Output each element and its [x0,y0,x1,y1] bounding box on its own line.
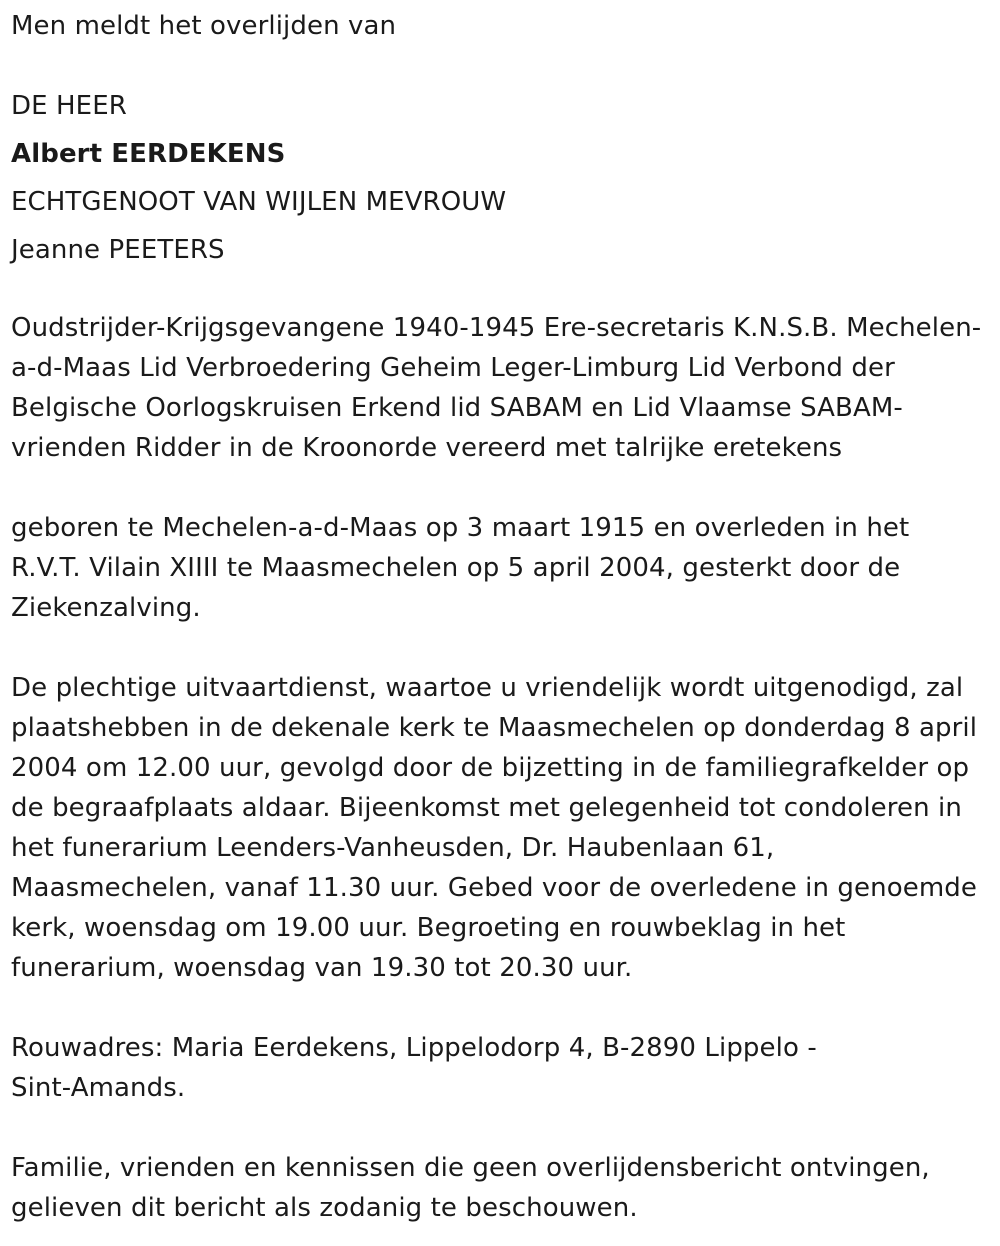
text-line: R.V.T. Vilain XIIII te Maasmechelen op 5 april 2004, gesterkt door de [11,553,901,583]
text-line: Maasmechelen, vanaf 11.30 uur. Gebed voor de overledene in genoemde [11,873,977,903]
text-line: Ziekenzalving. [11,593,201,623]
birth-death-paragraph [11,508,996,628]
spouse-name: Jeanne PEETERS [11,235,225,265]
text-line: kerk, woensdag om 19.00 uur. Begroeting en rouwbeklag in het [11,913,846,943]
closing-paragraph [11,1148,996,1228]
intro-line: Men meldt het overlijden van [11,11,397,41]
text-line: Sint-Amands. [11,1073,186,1103]
text-line: de begraafplaats aldaar. Bijeenkomst met gelegenheid tot condoleren in [11,793,962,823]
text-line: Rouwadres: Maria Eerdekens, Lippelodorp 4, B-2890 Lippelo - [11,1033,817,1063]
spacer [11,270,996,308]
honorific: DE HEER [11,91,127,121]
text-line: plaatshebben in de dekenale kerk te Maasmechelen op donderdag 8 april [11,713,978,743]
text-line: Oudstrijder-Krijgsgevangene 1940-1945 Ere-secretaris K.N.S.B. Mechelen- [11,313,982,343]
titles-paragraph [11,308,996,468]
spacer [11,468,996,508]
spacer [11,628,996,668]
text-line: geboren te Mechelen-a-d-Maas op 3 maart 1915 en overleden in het [11,513,910,543]
spacer [11,988,996,1028]
text-line: vrienden Ridder in de Kroonorde vereerd met talrijke eretekens [11,433,843,463]
text-line: het funerarium Leenders-Vanheusden, Dr. Haubenlaan 61, [11,833,775,863]
text-line: a-d-Maas Lid Verbroedering Geheim Leger-Limburg Lid Verbond der [11,353,895,383]
relation-line: ECHTGENOOT VAN WIJLEN MEVROUW [11,187,507,217]
text-line: Familie, vrienden en kennissen die geen overlijdensbericht ontvingen, [11,1153,930,1183]
text-line: gelieven dit bericht als zodanig te beschouwen. [11,1193,638,1223]
deceased-header [11,86,996,270]
funeral-paragraph [11,668,996,988]
deceased-name: Albert EERDEKENS [11,139,286,169]
spacer [11,46,996,86]
intro-text [11,6,996,46]
mourning-address-paragraph [11,1028,996,1108]
text-line: Belgische Oorlogskruisen Erkend lid SABAM en Lid Vlaamse SABAM- [11,393,903,423]
obituary-notice [11,6,996,1228]
spacer [11,1108,996,1148]
text-line: funerarium, woensdag van 19.30 tot 20.30 uur. [11,953,633,983]
text-line: 2004 om 12.00 uur, gevolgd door de bijzetting in de familiegrafkelder op [11,753,970,783]
text-line: De plechtige uitvaartdienst, waartoe u vriendelijk wordt uitgenodigd, zal [11,673,964,703]
